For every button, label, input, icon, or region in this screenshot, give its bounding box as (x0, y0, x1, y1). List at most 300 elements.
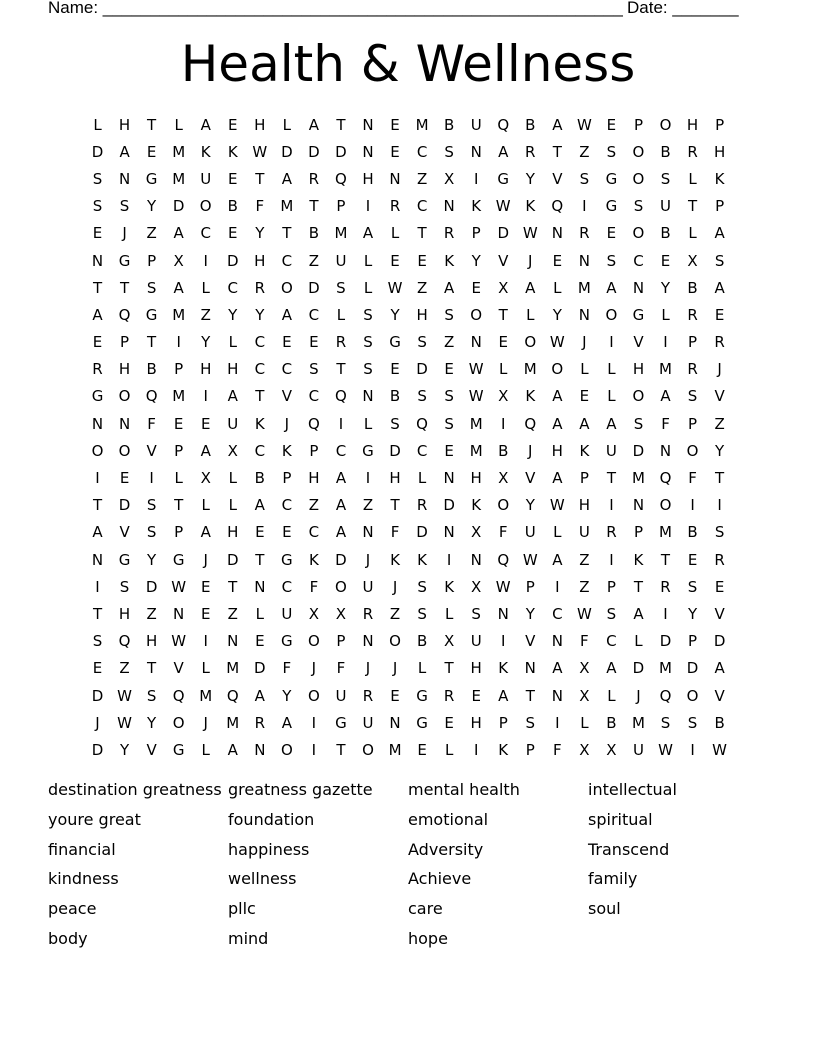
grid-letter: O (199, 197, 212, 216)
grid-letter: J (636, 686, 641, 705)
grid-letter: H (254, 115, 266, 134)
grid-letter: E (714, 577, 725, 596)
word-bank-item: greatness gazette (228, 780, 373, 799)
grid-letter: I (176, 333, 181, 352)
grid-letter: J (311, 659, 317, 678)
grid-letter: Y (525, 496, 535, 515)
grid-row (84, 274, 734, 301)
grid-letter: A (579, 414, 590, 433)
grid-letter: M (172, 305, 186, 324)
grid-letter: G (362, 441, 374, 460)
grid-letter: N (443, 197, 455, 216)
grid-letter: Z (308, 251, 320, 270)
grid-letter: F (309, 577, 319, 596)
grid-letter: Y (552, 305, 562, 324)
grid-letter: S (660, 169, 671, 188)
grid-letter: E (444, 360, 454, 379)
grid-row (84, 492, 734, 519)
grid-letter: O (91, 441, 104, 460)
grid-letter: O (362, 740, 374, 759)
grid-letter: P (147, 251, 157, 270)
grid-letter: J (203, 550, 208, 569)
grid-letter: P (525, 740, 535, 759)
grid-letter: C (416, 197, 428, 216)
grid-letter: H (227, 523, 239, 542)
grid-letter: J (203, 713, 208, 732)
grid-letter: V (498, 251, 509, 270)
grid-letter: P (174, 523, 184, 542)
grid-letter: R (335, 333, 347, 352)
grid-letter: G (118, 251, 131, 270)
grid-letter: N (362, 142, 374, 161)
grid-letter: A (714, 659, 725, 678)
grid-letter: A (552, 550, 563, 569)
grid-letter: C (254, 333, 266, 352)
grid-letter: X (579, 686, 590, 705)
grid-letter: G (389, 333, 401, 352)
grid-letter: L (607, 360, 616, 379)
grid-letter: T (606, 469, 616, 488)
grid-letter: R (606, 523, 617, 542)
grid-letter: A (92, 523, 103, 542)
grid-letter: I (555, 577, 560, 596)
grid-letter: R (308, 169, 320, 188)
grid-letter: U (335, 251, 347, 270)
grid-letter: M (577, 278, 591, 297)
word-bank-item: happiness (228, 839, 310, 859)
word-bank-item: kindness (48, 869, 119, 889)
grid-letter: R (416, 496, 428, 515)
grid-letter: K (579, 441, 590, 460)
grid-letter: H (389, 469, 401, 488)
grid-letter: L (607, 387, 616, 406)
grid-letter: G (172, 740, 185, 759)
grid-letter: X (579, 659, 590, 678)
grid-letter: T (715, 469, 725, 488)
grid-letter: Q (335, 387, 347, 406)
grid-letter: W (117, 713, 132, 732)
grid-letter: E (687, 550, 698, 569)
grid-letter: U (660, 197, 671, 216)
grid-letter: I (501, 632, 506, 651)
grid-letter: I (690, 740, 695, 759)
grid-letter: S (92, 197, 103, 216)
grid-letter: N (254, 577, 266, 596)
word-bank-item: care (408, 899, 443, 919)
grid-letter: H (686, 115, 699, 134)
grid-letter: K (525, 197, 536, 216)
grid-letter: O (280, 278, 293, 297)
grid-letter: V (552, 169, 563, 188)
grid-letter: T (390, 496, 400, 515)
grid-letter: L (444, 604, 454, 623)
grid-letter: B (227, 197, 238, 216)
grid-letter: F (498, 523, 508, 542)
grid-letter: P (688, 414, 698, 433)
grid-letter: Q (659, 469, 672, 488)
grid-letter: S (687, 577, 698, 596)
grid-letter: N (362, 523, 374, 542)
grid-letter: W (549, 496, 565, 515)
grid-letter: L (282, 115, 292, 134)
grid-letter: W (522, 550, 538, 569)
grid-letter: I (473, 740, 479, 759)
grid-letter: U (200, 169, 212, 188)
grid-letter: W (468, 387, 484, 406)
grid-letter: R (362, 686, 374, 705)
grid-letter: L (417, 469, 427, 488)
grid-letter: N (551, 686, 563, 705)
grid-letter: M (199, 686, 213, 705)
grid-letter: C (416, 441, 428, 460)
grid-letter: L (228, 496, 237, 515)
grid-letter: Z (416, 169, 428, 188)
grid-letter: A (200, 441, 211, 460)
grid-letter: E (200, 414, 211, 433)
word-bank-item: pllc (228, 899, 256, 919)
grid-letter: E (92, 659, 103, 678)
grid-letter: Y (255, 224, 265, 243)
grid-letter: I (609, 496, 614, 515)
grid-letter: D (335, 550, 347, 569)
grid-letter: N (497, 604, 509, 623)
grid-letter: H (200, 360, 212, 379)
grid-letter: Z (579, 550, 590, 569)
grid-letter: F (580, 632, 589, 651)
grid-letter: D (91, 142, 104, 161)
grid-letter: P (282, 469, 292, 488)
grid-letter: Z (416, 278, 428, 297)
grid-letter: N (118, 414, 131, 433)
grid-letter: W (387, 278, 403, 297)
grid-letter: L (526, 305, 535, 324)
grid-letter: H (254, 251, 266, 270)
grid-letter: M (334, 224, 348, 243)
grid-letter: N (254, 740, 266, 759)
word-bank-item: Adversity (408, 839, 484, 859)
grid-letter: E (146, 142, 157, 161)
grid-letter: B (416, 632, 428, 651)
word-bank-item: body (48, 928, 88, 948)
grid-letter: N (551, 224, 563, 243)
grid-letter: C (606, 632, 617, 651)
grid-letter: I (365, 469, 371, 488)
grid-letter: B (443, 115, 455, 134)
grid-letter: N (173, 604, 185, 623)
grid-letter: A (552, 469, 563, 488)
grid-letter: T (228, 577, 238, 596)
grid-letter: V (525, 469, 536, 488)
grid-letter: I (365, 197, 371, 216)
grid-letter: T (147, 659, 157, 678)
grid-letter: R (254, 278, 266, 297)
grid-letter: L (228, 469, 237, 488)
grid-letter: G (91, 387, 104, 406)
grid-letter: F (282, 659, 292, 678)
grid-letter: Q (145, 387, 158, 406)
grid-letter: E (92, 224, 103, 243)
grid-letter: J (365, 659, 371, 678)
grid-letter: Q (307, 414, 320, 433)
grid-letter: L (417, 659, 427, 678)
grid-letter: D (443, 496, 455, 515)
grid-letter: L (580, 360, 589, 379)
grid-row (84, 573, 734, 600)
grid-letter: A (254, 496, 265, 515)
grid-letter: S (579, 169, 590, 188)
grid-letter: K (390, 550, 400, 569)
grid-letter: E (417, 251, 427, 270)
grid-letter: S (633, 414, 644, 433)
grid-letter: M (226, 713, 240, 732)
grid-letter: U (227, 414, 239, 433)
grid-letter: I (609, 550, 614, 569)
grid-letter: I (95, 469, 100, 488)
grid-row (84, 655, 734, 682)
grid-letter: E (390, 251, 400, 270)
grid-letter: E (444, 441, 454, 460)
grid-row (84, 464, 734, 491)
grid-letter: P (471, 224, 481, 243)
grid-letter: S (119, 197, 130, 216)
grid-letter: Z (227, 604, 238, 623)
grid-letter: B (254, 469, 265, 488)
grid-letter: I (717, 496, 722, 515)
grid-letter: V (173, 659, 184, 678)
grid-letter: N (91, 414, 104, 433)
grid-letter: Y (282, 686, 292, 705)
grid-letter: J (95, 713, 100, 732)
grid-letter: H (118, 604, 131, 623)
grid-letter: R (687, 142, 698, 161)
grid-letter: C (308, 523, 320, 542)
grid-letter: J (284, 414, 290, 433)
grid-letter: S (714, 251, 725, 270)
grid-letter: K (417, 550, 427, 569)
grid-letter: N (91, 251, 104, 270)
grid-letter: I (446, 550, 452, 569)
grid-letter: V (714, 686, 725, 705)
grid-letter: E (714, 305, 725, 324)
grid-letter: Z (443, 333, 455, 352)
grid-letter: C (227, 278, 238, 297)
grid-letter: C (335, 441, 347, 460)
grid-row (84, 437, 734, 464)
grid-letter: J (122, 224, 127, 243)
grid-letter: C (254, 441, 266, 460)
grid-letter: W (658, 740, 673, 759)
grid-letter: T (92, 278, 103, 297)
grid-letter: N (632, 278, 645, 297)
grid-letter: J (717, 360, 722, 379)
grid-letter: U (605, 441, 617, 460)
word-bank-item: Achieve (408, 869, 472, 889)
grid-letter: S (146, 278, 157, 297)
grid-letter: Z (362, 496, 374, 515)
grid-row (84, 193, 734, 220)
word-bank-item: intellectual (588, 780, 677, 799)
grid-letter: S (417, 333, 427, 352)
grid-letter: A (606, 278, 617, 297)
grid-letter: Z (119, 659, 130, 678)
grid-letter: H (308, 469, 320, 488)
grid-letter: V (714, 387, 725, 406)
grid-letter: M (523, 360, 537, 379)
letter-grid (84, 111, 734, 764)
word-bank-item: Transcend (588, 839, 670, 859)
grid-letter: Q (226, 686, 239, 705)
grid-letter: F (255, 197, 265, 216)
grid-letter: X (498, 387, 509, 406)
grid-letter: E (390, 142, 400, 161)
grid-letter: M (280, 197, 294, 216)
grid-letter: P (498, 713, 508, 732)
grid-letter: I (203, 387, 208, 406)
grid-letter: O (659, 115, 672, 134)
grid-letter: H (145, 632, 158, 651)
grid-letter: D (254, 659, 266, 678)
grid-letter: A (227, 740, 238, 759)
grid-letter: R (579, 224, 590, 243)
grid-letter: H (118, 360, 131, 379)
grid-letter: T (147, 115, 157, 134)
grid-letter: X (308, 604, 320, 623)
grid-letter: S (146, 686, 157, 705)
grid-letter: T (525, 686, 535, 705)
grid-letter: T (119, 278, 130, 297)
grid-letter: H (227, 360, 239, 379)
grid-letter: T (282, 224, 292, 243)
grid-letter: A (660, 387, 671, 406)
grid-letter: I (663, 333, 668, 352)
grid-letter: S (687, 713, 698, 732)
grid-letter: M (172, 169, 186, 188)
grid-letter: R (714, 550, 725, 569)
grid-letter: S (92, 169, 103, 188)
grid-letter: T (417, 224, 427, 243)
grid-letter: D (172, 197, 185, 216)
grid-letter: E (119, 469, 130, 488)
grid-letter: D (713, 632, 726, 651)
grid-letter: E (228, 115, 238, 134)
grid-letter: F (336, 659, 346, 678)
grid-letter: Z (579, 142, 590, 161)
grid-letter: W (171, 577, 187, 596)
grid-letter: C (281, 251, 293, 270)
grid-letter: Z (389, 604, 401, 623)
grid-letter: L (174, 469, 183, 488)
grid-letter: R (92, 360, 103, 379)
grid-letter: K (633, 550, 644, 569)
grid-letter: X (443, 169, 455, 188)
grid-letter: A (552, 659, 563, 678)
grid-letter: V (633, 333, 644, 352)
grid-letter: Q (524, 414, 537, 433)
grid-letter: F (390, 523, 400, 542)
grid-letter: O (686, 441, 699, 460)
grid-letter: N (659, 441, 672, 460)
grid-letter: E (255, 632, 265, 651)
grid-letter: S (660, 713, 671, 732)
grid-row (84, 329, 734, 356)
grid-letter: A (254, 686, 265, 705)
grid-letter: L (201, 496, 210, 515)
grid-letter: A (335, 469, 347, 488)
grid-letter: V (146, 441, 157, 460)
grid-letter: O (118, 387, 131, 406)
grid-row (84, 138, 734, 165)
grid-letter: E (606, 224, 617, 243)
grid-letter: L (553, 278, 562, 297)
grid-letter: I (95, 577, 100, 596)
grid-letter: E (92, 333, 103, 352)
grid-letter: S (606, 142, 617, 161)
grid-letter: R (687, 360, 698, 379)
grid-letter: Z (146, 224, 157, 243)
grid-letter: D (145, 577, 158, 596)
grid-letter: H (416, 305, 428, 324)
grid-letter: D (226, 251, 239, 270)
grid-letter: B (389, 387, 401, 406)
grid-letter: M (659, 360, 672, 379)
grid-letter: O (524, 333, 537, 352)
grid-letter: P (688, 632, 698, 651)
grid-letter: Y (119, 740, 130, 759)
grid-letter: I (311, 713, 317, 732)
grid-letter: A (281, 305, 292, 324)
grid-letter: L (255, 604, 264, 623)
grid-letter: M (659, 659, 672, 678)
grid-letter: C (254, 360, 266, 379)
grid-letter: L (688, 224, 697, 243)
grid-letter: D (659, 632, 672, 651)
grid-letter: R (687, 305, 698, 324)
grid-letter: X (227, 441, 238, 460)
grid-letter: N (578, 305, 590, 324)
grid-letter: F (553, 740, 562, 759)
grid-letter: M (469, 441, 483, 460)
grid-letter: X (443, 632, 455, 651)
grid-letter: R (525, 142, 536, 161)
grid-letter: S (606, 251, 617, 270)
grid-letter: B (660, 142, 671, 161)
grid-letter: U (578, 523, 590, 542)
grid-letter: A (714, 224, 725, 243)
grid-letter: O (632, 224, 645, 243)
grid-letter: C (308, 387, 320, 406)
grid-letter: N (91, 550, 104, 569)
grid-letter: G (497, 169, 510, 188)
grid-letter: Y (147, 197, 157, 216)
grid-letter: E (390, 686, 400, 705)
grid-letter: V (119, 523, 130, 542)
grid-letter: N (470, 333, 482, 352)
grid-letter: O (307, 686, 320, 705)
word-bank-item: destination greatness (48, 780, 222, 799)
grid-letter: A (552, 115, 563, 134)
grid-letter: D (632, 441, 645, 460)
grid-letter: L (363, 278, 373, 297)
grid-letter: Y (228, 305, 238, 324)
grid-letter: U (281, 604, 293, 623)
grid-letter: T (255, 550, 265, 569)
grid-letter: X (173, 251, 184, 270)
grid-letter: B (146, 360, 157, 379)
grid-letter: L (93, 115, 102, 134)
grid-letter: N (389, 713, 401, 732)
grid-letter: K (525, 387, 536, 406)
grid-letter: D (686, 659, 699, 678)
